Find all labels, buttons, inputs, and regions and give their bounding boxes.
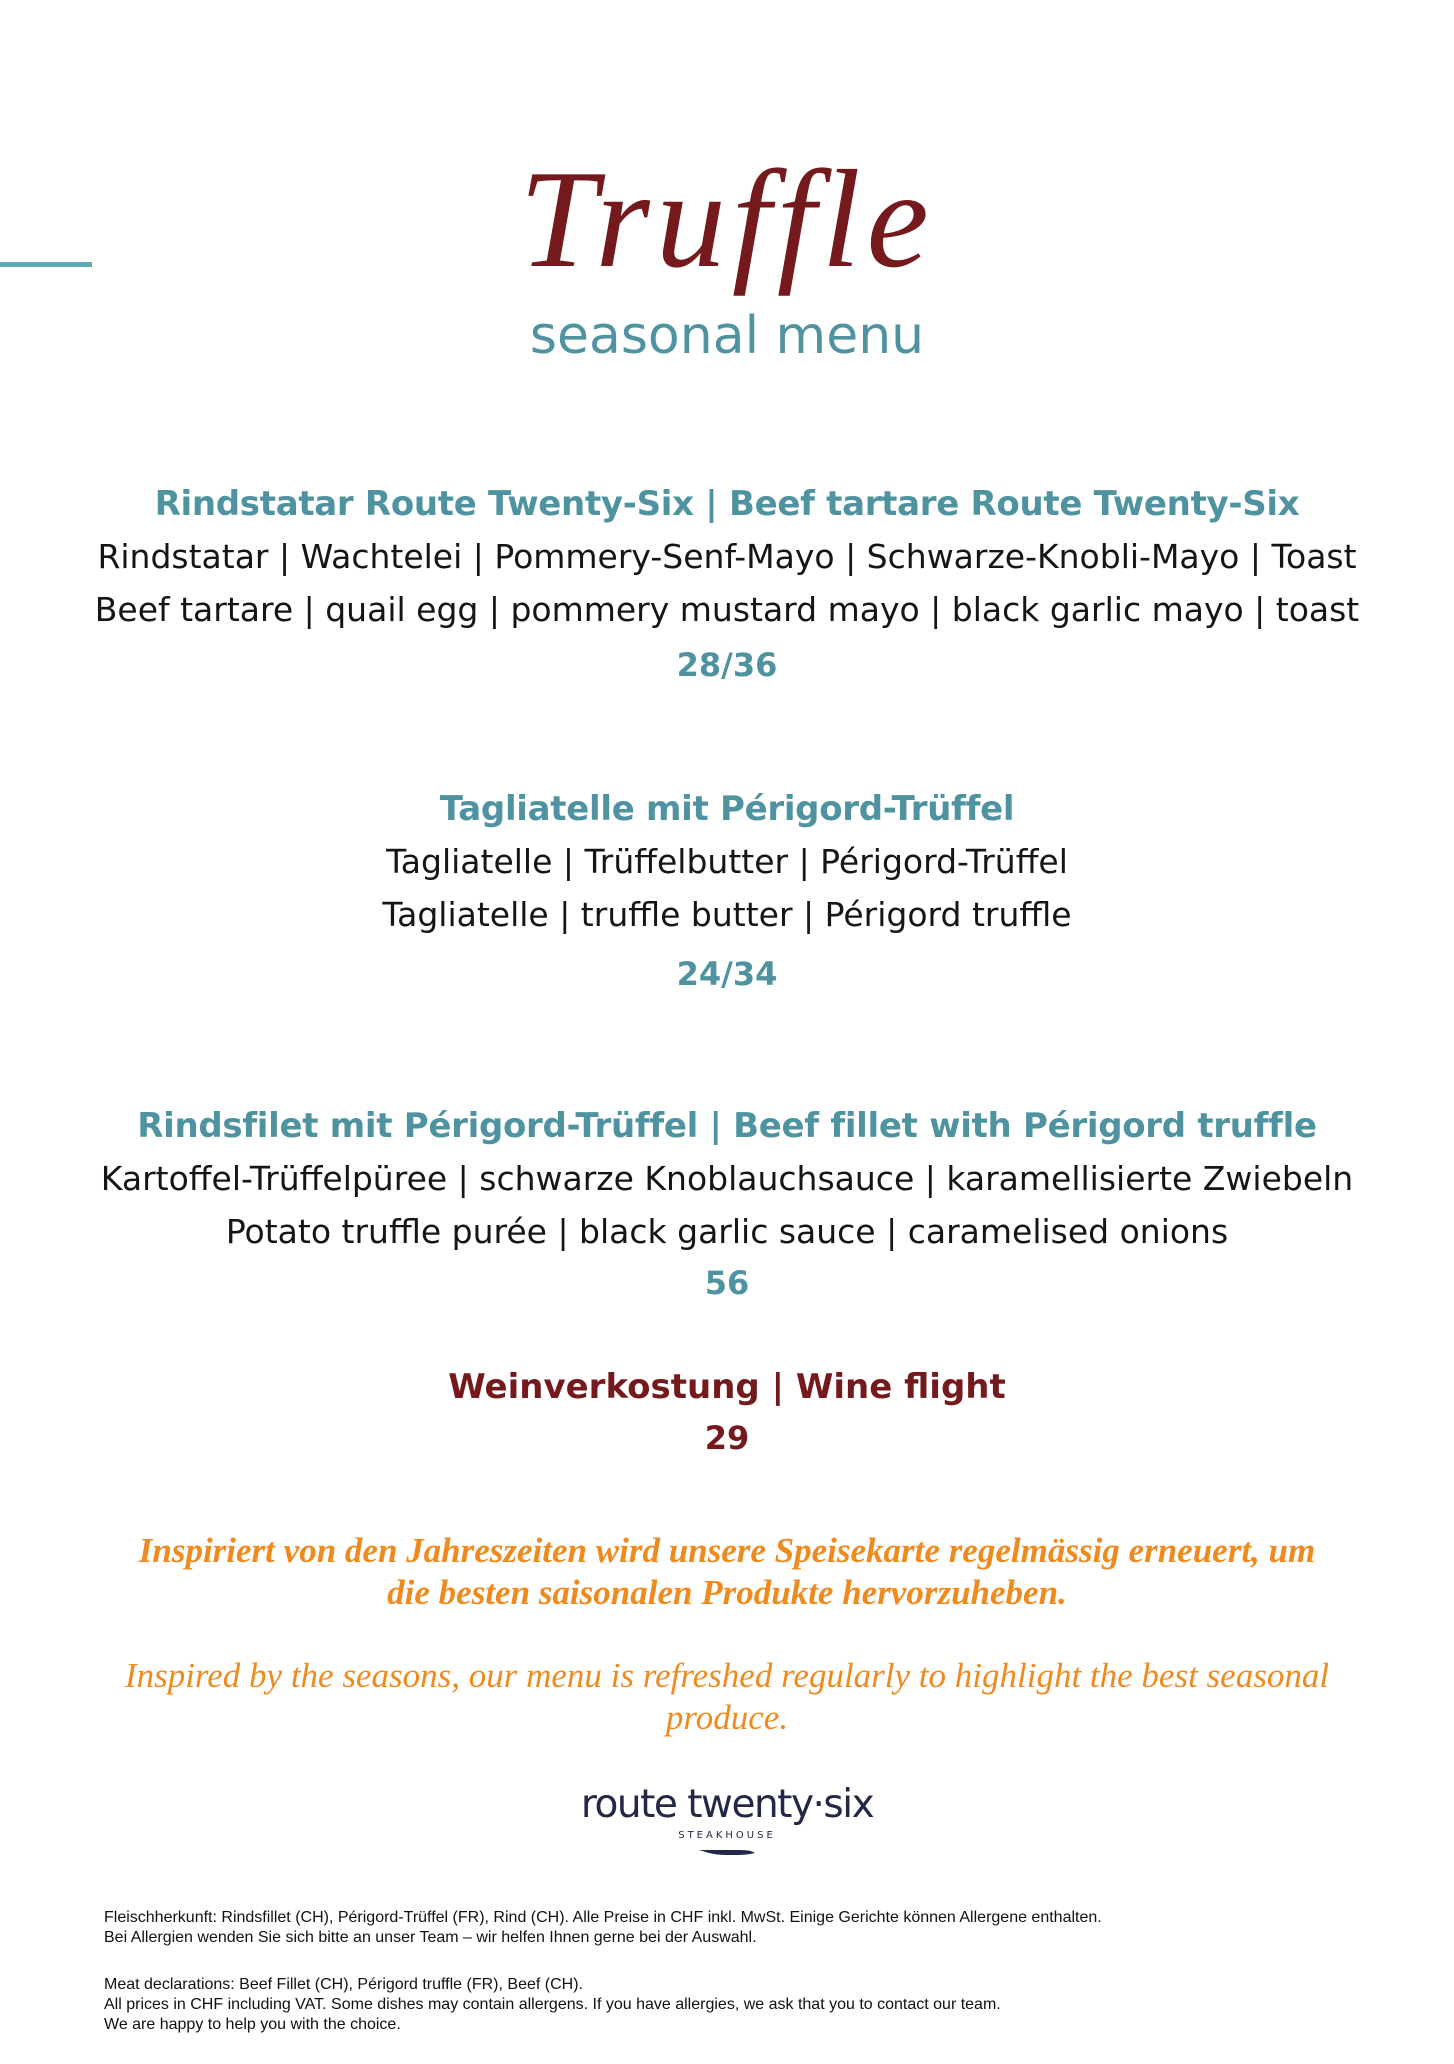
footer-line: Bei Allergien wenden Sie sich bitte an unser Team – wir helfen Ihnen gerne bei der Auswahl. <box>104 1929 757 1946</box>
dish-title: Rindstatar Route Twenty-Six | Beef tartare Route Twenty-Six <box>154 484 1300 524</box>
logo-subtitle: STEAKHOUSE <box>678 1830 776 1841</box>
menu-item-wine-flight <box>0 1361 1454 1463</box>
menu-item-beef-fillet <box>0 1100 1454 1308</box>
seasonal-note-de: Inspiriert von den Jahreszeiten wird unsere Speisekarte regelmässig erneuert, um die besten saisonalen Produkte hervorzuheben. <box>138 1531 1316 1612</box>
page-title: Truffle <box>519 142 935 297</box>
dish-price: 56 <box>704 1264 750 1302</box>
knife-icon <box>697 1847 757 1857</box>
dish-title: Tagliatelle mit Périgord-Trüffel <box>439 789 1015 829</box>
logo-wordmark: route twenty·six <box>580 1782 874 1827</box>
footer-en <box>104 1975 1354 2035</box>
footer-line: All prices in CHF including VAT. Some dishes may contain allergens. If you have allergies, we ask that you to contact our team. <box>104 1996 1001 2013</box>
seasonal-note-en: Inspired by the seasons, our menu is refreshed regularly to highlight the best seasonal produce. <box>124 1656 1330 1737</box>
footer-line: Fleischherkunft: Rindsfillet (CH), Périgord-Trüffel (FR), Rind (CH). Alle Preise in CHF inkl. MwSt. Einige Gerichte können Allergene enthalten. <box>104 1909 1102 1926</box>
dish-price: 24/34 <box>676 955 778 993</box>
wine-price: 29 <box>704 1419 750 1457</box>
dish-price: 28/36 <box>676 646 778 684</box>
footer-de <box>104 1908 1354 1948</box>
dish-title: Rindsfilet mit Périgord-Trüffel | Beef fillet with Périgord truffle <box>137 1106 1317 1146</box>
dish-description-de: Rindstatar | Wachtelei | Pommery-Senf-Mayo | Schwarze-Knobli-Mayo | Toast <box>97 537 1357 576</box>
dish-description-en: Tagliatelle | truffle butter | Périgord truffle <box>382 895 1072 934</box>
dish-description-de: Kartoffel-Trüffelpüree | schwarze Knoblauchsauce | karamellisierte Zwiebeln <box>100 1159 1354 1198</box>
wine-title: Weinverkostung | Wine flight <box>448 1367 1006 1407</box>
footer-line: We are happy to help you with the choice. <box>104 2016 401 2033</box>
route-twenty-six-logo <box>577 1782 877 1857</box>
page-subtitle: seasonal menu <box>529 306 925 366</box>
footer-line: Meat declarations: Beef Fillet (CH), Périgord truffle (FR), Beef (CH). <box>104 1976 583 1993</box>
menu-item-beef-tartare <box>0 478 1454 690</box>
dish-description-en: Potato truffle purée | black garlic sauce | caramelised onions <box>225 1212 1229 1251</box>
dish-description-en: Beef tartare | quail egg | pommery mustard mayo | black garlic mayo | toast <box>94 590 1360 629</box>
dish-description-de: Tagliatelle | Trüffelbutter | Périgord-Trüffel <box>386 842 1068 881</box>
menu-item-tagliatelle <box>0 783 1454 999</box>
